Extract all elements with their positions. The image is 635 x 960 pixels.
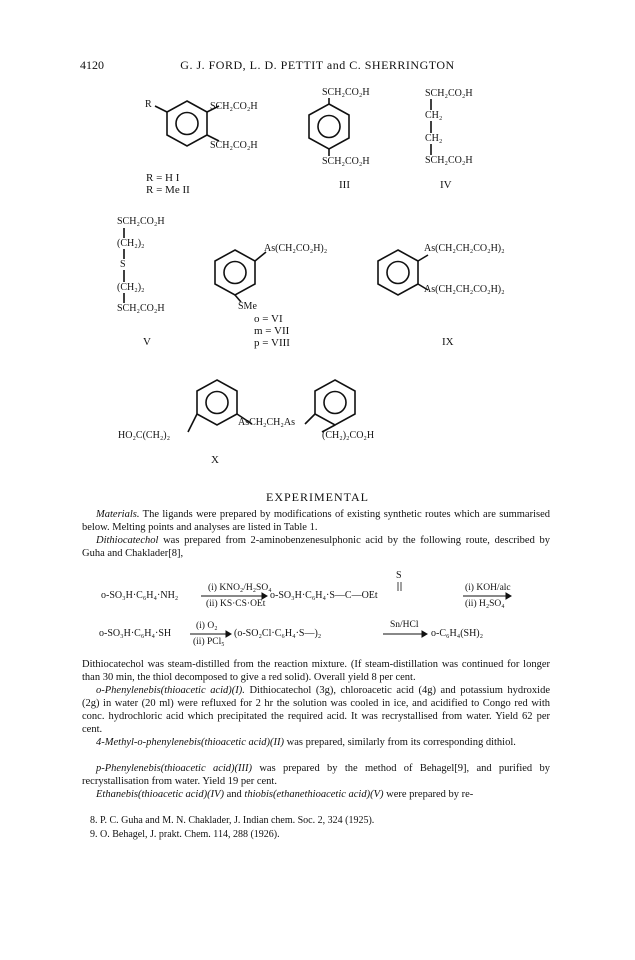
dithio-paragraph — [82, 534, 550, 560]
struct-IV-l4: SCH₂CO₂H — [425, 155, 473, 166]
thiobis-heading: thiobis(ethanethioacetic acid)(V) — [244, 789, 384, 800]
rx1-thiono-S: S — [396, 570, 402, 581]
struct-I-sub2: SCH₂CO₂H — [210, 140, 258, 151]
struct-V-l4: (CH₂)₂ — [117, 282, 145, 293]
struct-II-legend: R = Me II — [146, 184, 190, 196]
methyl-paragraph — [82, 736, 550, 749]
struct-VI-sub1: As(CH₂CO₂H)₂ — [264, 243, 328, 254]
benzene-ring-III — [309, 98, 349, 156]
struct-V-label: V — [143, 336, 151, 348]
benzene-ring-VI — [215, 250, 266, 302]
dithio-text: was prepared from 2-aminobenzenesulphonic acid by the following route, described by Guha and Chaklader[8], — [82, 535, 550, 559]
reference-8: 8. P. C. Guha and M. N. Chaklader, J. Indian chem. Soc. 2, 324 (1925). — [90, 815, 375, 826]
methyl-heading: 4-Methyl-o-phenylenebis(thioacetic acid)(II) — [96, 737, 285, 748]
struct-IV-l3: CH₂ — [425, 133, 443, 144]
struct-VI-label: o = VI — [254, 313, 283, 325]
section-title: EXPERIMENTAL — [265, 490, 370, 504]
rx1-cond1-top: (i) KNO₂/H₂SO₄ — [208, 583, 272, 593]
methyl-text: was prepared, similarly from its corresponding dithiol. — [284, 737, 516, 748]
struct-III-label: III — [339, 179, 350, 191]
struct-V-l1: SCH₂CO₂H — [117, 216, 165, 227]
materials-heading: Materials. — [96, 509, 140, 520]
struct-X-left: HO₂C(CH₂)₂ — [118, 430, 171, 441]
pphen-paragraph — [82, 762, 550, 788]
struct-IX-label: IX — [442, 336, 454, 348]
reference-9: 9. O. Behagel, J. prakt. Chem. 114, 288 (1926). — [90, 829, 280, 840]
rx2-intermediate: (o-SO₂Cl·C₆H₄·S—)₂ — [234, 628, 322, 639]
pphen-text: was prepared by the method of Behagel[9], and purified by recrystallisation from water. Yield 19 per cent. — [82, 763, 550, 787]
steam-paragraph: Dithiocatechol was steam-distilled from the reaction mixture. (If steam-distillation was continued for longer than 30 min, the thiol decomposed to give a red solid). Overall yield 8 per cent. — [82, 659, 550, 683]
ophen-heading: o-Phenylenebis(thioacetic acid)(I). — [96, 685, 245, 696]
benzene-ring-X-right — [305, 380, 355, 432]
struct-I-sub1: SCH₂CO₂H — [210, 101, 258, 112]
ophen-paragraph — [82, 684, 550, 736]
rx2-cond2-top: Sn/HCl — [390, 620, 419, 630]
rx1-intermediate: o-SO₃H·C₆H₄·S—C—OEt — [270, 590, 378, 601]
rx1-cond2-bottom: (ii) H₂SO₄ — [465, 599, 505, 609]
rx2-cond1-top: (i) O₂ — [196, 621, 218, 631]
struct-V-l5: SCH₂CO₂H — [117, 303, 165, 314]
struct-III-bottom: SCH₂CO₂H — [322, 156, 370, 167]
rx1-cond1-bottom: (ii) KS·CS·OEt — [206, 599, 266, 609]
ethane-and: and — [224, 789, 245, 800]
benzene-ring-IX — [378, 250, 428, 295]
rx1-cond2-top: (i) KOH/alc — [465, 583, 511, 593]
rx1-start: o-SO₃H·C₆H₄·NH₂ — [101, 590, 179, 601]
ethane-paragraph — [82, 788, 550, 801]
dithio-heading: Dithiocatechol — [96, 535, 159, 546]
pphen-heading: p-Phenylenebis(thioacetic acid)(III) — [96, 763, 252, 774]
ethane-heading: Ethanebis(thioacetic acid)(IV) — [96, 789, 224, 800]
struct-IX-sub2: As(CH₂CH₂CO₂H)₂ — [424, 284, 505, 295]
struct-X-right: (CH₂)₂CO₂H — [322, 430, 375, 441]
materials-paragraph — [82, 508, 550, 534]
rx2-product: o-C₆H₄(SH)₂ — [431, 628, 484, 639]
struct-X-center: AsCH₂CH₂As — [238, 417, 295, 428]
materials-text: The ligands were prepared by modifications of existing synthetic routes which are summarised below. Melting points and analyses are listed in Table 1. — [82, 509, 550, 533]
struct-IV-l1: SCH₂CO₂H — [425, 88, 473, 99]
struct-VIII-label: p = VIII — [254, 337, 290, 349]
struct-IX-sub1: As(CH₂CH₂CO₂H)₂ — [424, 243, 505, 254]
authors-line: G. J. FORD, L. D. PETTIT and C. SHERRINGTON — [180, 58, 455, 72]
struct-I-legend: R = H I — [146, 172, 180, 184]
struct-IV-l2: CH₂ — [425, 110, 443, 121]
struct-IV-label: IV — [440, 179, 452, 191]
struct-X-label: X — [211, 454, 219, 466]
rx2-start: o-SO₃H·C₆H₄·SH — [99, 628, 172, 639]
struct-V-l2: (CH₂)₂ — [117, 238, 145, 249]
page-number: 4120 — [80, 58, 104, 72]
struct-VII-label: m = VII — [254, 325, 290, 337]
references — [82, 814, 552, 842]
ophen-text: Dithiocatechol (3g), chloroacetic acid (4g) and potassium hydroxide (2g) in water (20 ml) were refluxed for 2 hr the solution was cooled in ice, and acidified to Congo red with conc. hydrochloric acid which precipitated the required acid. It was recrystallised from water. Yield 62 per cent. — [82, 685, 551, 735]
struct-I-r: R — [145, 99, 152, 110]
struct-III-top: SCH₂CO₂H — [322, 87, 370, 98]
structure-drawings — [0, 0, 635, 470]
struct-VI-sub2: SMe — [238, 301, 257, 312]
ethane-tail: were prepared by re- — [383, 789, 474, 800]
struct-V-l3: S — [120, 259, 126, 270]
rx2-cond1-bottom: (ii) PCl₅ — [193, 637, 225, 647]
